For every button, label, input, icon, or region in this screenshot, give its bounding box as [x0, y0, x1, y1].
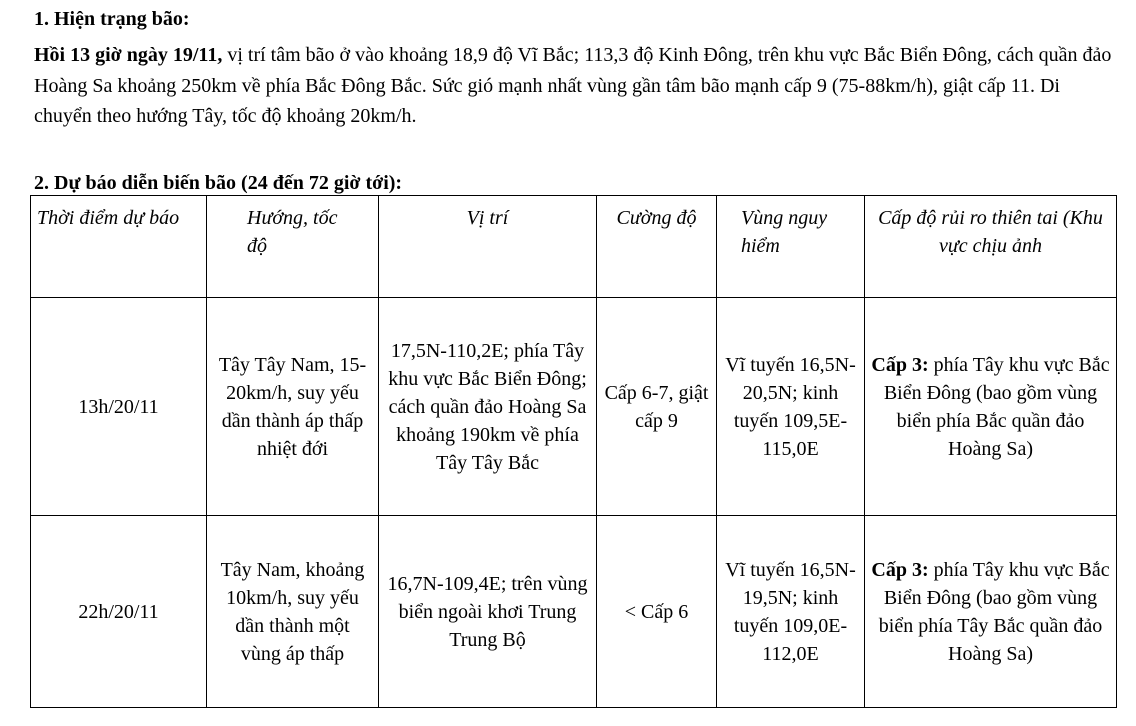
row2-time: 22h/20/11 [31, 516, 207, 708]
current-status-paragraph [34, 40, 1114, 132]
row2-risk [865, 516, 1117, 708]
row2-direction: Tây Nam, khoảng 10km/h, suy yếu dần thành một vùng áp thấp [207, 516, 379, 708]
col-risk-header: Cấp độ rủi ro thiên tai (Khu vực chịu ảnh [865, 196, 1117, 298]
row1-intensity: Cấp 6-7, giật cấp 9 [597, 298, 717, 516]
row1-position: 17,5N-110,2E; phía Tây khu vực Bắc Biển Đông; cách quần đảo Hoàng Sa khoảng 190km về phía Tây Tây Bắc [379, 298, 597, 516]
status-time-lead: Hồi 13 giờ ngày 19/11, [34, 44, 223, 66]
row1-time: 13h/20/11 [31, 298, 207, 516]
row2-risk-text: phía Tây khu vực Bắc Biển Đông (bao gồm vùng biển phía Tây Bắc quần đảo Hoàng Sa) [878, 558, 1110, 665]
row2-danger-zone: Vĩ tuyến 16,5N-19,5N; kinh tuyến 109,0E-112,0E [717, 516, 865, 708]
row1-danger-zone: Vĩ tuyến 16,5N-20,5N; kinh tuyến 109,5E-115,0E [717, 298, 865, 516]
row2-risk-level: Cấp 3: [871, 558, 929, 581]
section2-heading: 2. Dự báo diễn biến bão (24 đến 72 giờ tới): [34, 172, 403, 194]
row2-intensity: < Cấp 6 [597, 516, 717, 708]
table-header-row [31, 196, 1117, 298]
forecast-table [30, 195, 1117, 708]
col-time-header: Thời điểm dự báo [31, 196, 207, 298]
col-danger-zone-header: Vùng nguy hiểm [717, 196, 865, 298]
row1-risk-text: phía Tây khu vực Bắc Biển Đông (bao gồm vùng biển phía Bắc quần đảo Hoàng Sa) [883, 353, 1110, 460]
status-text: vị trí tâm bão ở vào khoảng 18,9 độ Vĩ Bắc; 113,3 độ Kinh Đông, trên khu vực Bắc Biển Đông, cách quần đảo Hoàng Sa khoảng 250km về phía Bắc Đông Bắc. Sức gió mạnh nhất vùng gần tâm bão mạnh cấp 9 (75-88km/h), giật cấp 11. Di chuyển theo hướng Tây, tốc độ khoảng 20km/h. [34, 44, 1112, 127]
table-row [31, 298, 1117, 516]
section1-heading: 1. Hiện trạng bão: [34, 8, 190, 30]
table-row [31, 516, 1117, 708]
col-direction-header: Hướng, tốc độ [207, 196, 379, 298]
col-intensity-header: Cường độ [597, 196, 717, 298]
row1-direction: Tây Tây Nam, 15-20km/h, suy yếu dần thành áp thấp nhiệt đới [207, 298, 379, 516]
row1-risk [865, 298, 1117, 516]
row1-risk-level: Cấp 3: [871, 353, 929, 376]
col-position-header: Vị trí [379, 196, 597, 298]
row2-position: 16,7N-109,4E; trên vùng biển ngoài khơi Trung Trung Bộ [379, 516, 597, 708]
